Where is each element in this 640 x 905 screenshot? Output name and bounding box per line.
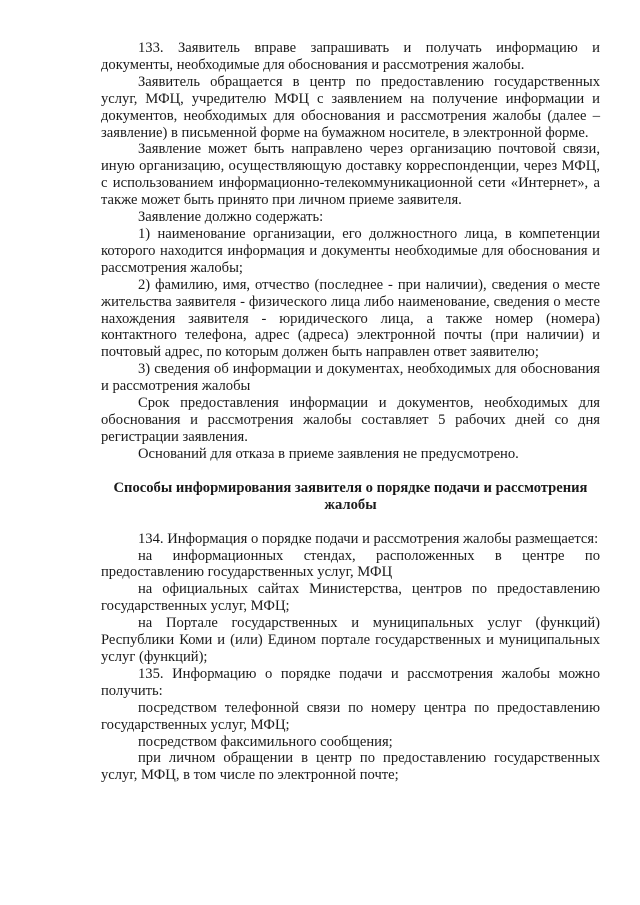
section-heading: Способы информирования заявителя о порядке подачи и рассмотрения жалобы bbox=[113, 479, 588, 513]
paragraph-135-phone: посредством телефонной связи по номеру центра по предоставлению государственных услуг, МФЦ; bbox=[101, 699, 600, 733]
document-page bbox=[101, 40, 600, 784]
list-item-2: 2) фамилию, имя, отчество (последнее - при наличии), сведения о месте жительства заявителя - физического лица либо наименование, сведения о месте нахождения заявителя - юридического лица, а также номер (номера) контактного телефона, адрес (адреса) электронной почты (при наличии) и почтовый адрес, по которым должен быть направлен ответ заявителю; bbox=[101, 276, 600, 361]
paragraph-134-stands: на информационных стендах, расположенных в центре по предоставлению государственных услуг, МФЦ bbox=[101, 547, 600, 581]
paragraph-133-intro: 133. Заявитель вправе запрашивать и получать информацию и документы, необходимые для обоснования и рассмотрения жалобы. bbox=[101, 40, 600, 73]
list-item-1: 1) наименование организации, его должностного лица, в компетенции которого находится информация и документы необходимые для обоснования и рассмотрения жалобы; bbox=[101, 225, 600, 276]
paragraph-134-intro: 134. Информация о порядке подачи и рассмотрения жалобы размещается: bbox=[138, 530, 599, 547]
paragraph-133-application: Заявитель обращается в центр по предоставлению государственных услуг, МФЦ, учредителю МФЦ с заявлением на получение информации и документов, необходимых для обоснования и рассмотрения жалобы (далее – заявление) в письменной форме на бумажном носителе, в электронной форме. bbox=[101, 73, 600, 141]
paragraph-133-deadline: Срок предоставления информации и документов, необходимых для обоснования и рассмотрения жалобы составляет 5 рабочих дней со дня регистрации заявления. bbox=[101, 395, 600, 445]
paragraph-135-fax: посредством факсимильного сообщения; bbox=[138, 733, 393, 750]
list-item-3: 3) сведения об информации и документах, необходимых для обоснования и рассмотрения жалобы bbox=[101, 361, 600, 395]
paragraph-133-submission: Заявление может быть направлено через организацию почтовой связи, иную организацию, осуществляющую доставку корреспонденции, через МФЦ, с использованием информационно-телекоммуникационной сети «Интернет», а также может быть принято при личном приеме заявителя. bbox=[101, 141, 600, 209]
paragraph-135-intro: 135. Информацию о порядке подачи и рассмотрения жалобы можно получить: bbox=[101, 665, 600, 699]
paragraph-135-personal: при личном обращении в центр по предоставлению государственных услуг, МФЦ, в том числе по электронной почте; bbox=[101, 750, 600, 784]
spacer bbox=[101, 463, 600, 480]
paragraph-134-websites: на официальных сайтах Министерства, центров по предоставлению государственных услуг, МФЦ; bbox=[101, 581, 600, 615]
paragraph-134-portal: на Портале государственных и муниципальных услуг (функций) Республики Коми и (или) Едином портале государственных и муниципальных услуг (функций); bbox=[101, 615, 600, 665]
paragraph-133-contents: Заявление должно содержать: bbox=[138, 209, 324, 226]
paragraph-133-no-refusal: Оснований для отказа в приеме заявления не предусмотрено. bbox=[138, 445, 519, 462]
spacer bbox=[101, 514, 600, 531]
